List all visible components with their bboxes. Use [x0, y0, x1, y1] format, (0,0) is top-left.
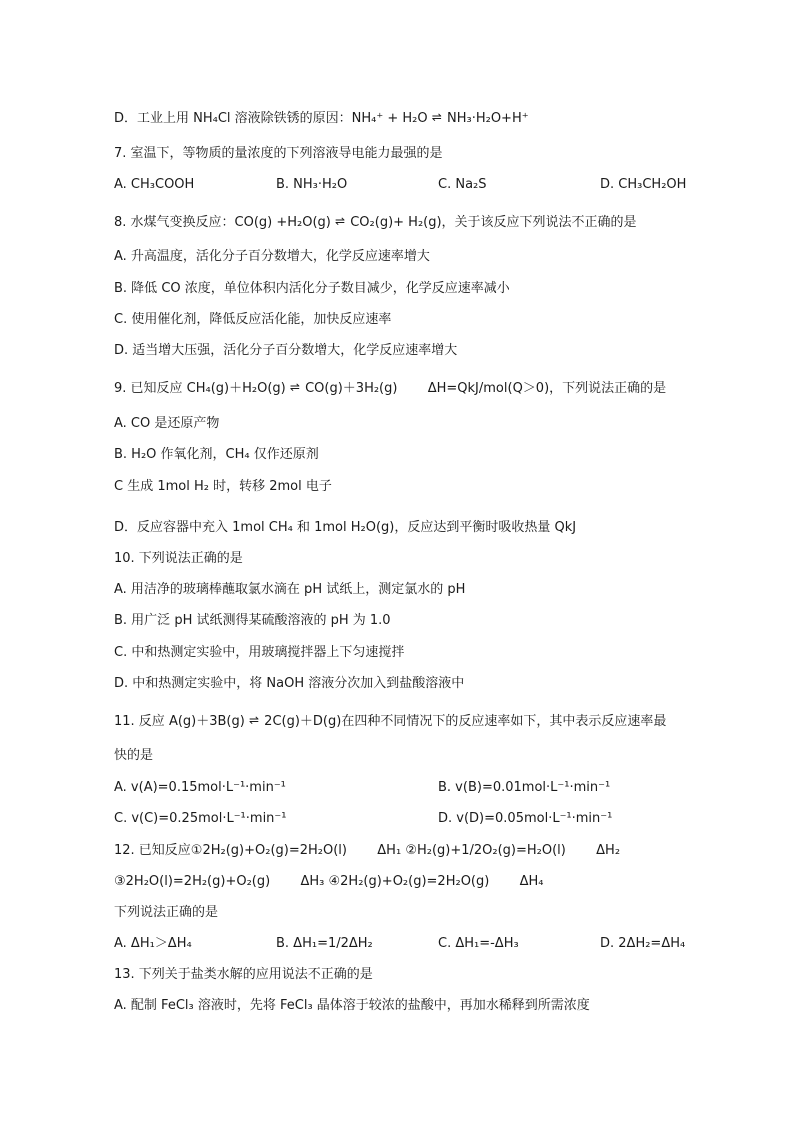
q8-option-a: A. 升高温度，活化分子百分数增大，化学反应速率增大	[114, 249, 430, 264]
q13-option-a: A. 配制 FeCl₃ 溶液时，先将 FeCl₃ 晶体溶于较浓的盐酸中，再加水稀释到所需浓度	[114, 998, 590, 1013]
q7-option-a: A. CH₃COOH	[114, 177, 195, 192]
q11-stem	[114, 711, 666, 731]
q9-option-c: C 生成 1mol H₂ 时，转移 2mol 电子	[114, 479, 332, 494]
q11-stem-continued: 快的是	[114, 748, 154, 763]
q12-reaction-3: ③2H₂O(l)=2H₂(g)+O₂(g)	[114, 874, 271, 889]
q11-option-b: B. v(B)=0.01mol·L⁻¹·min⁻¹	[438, 780, 611, 795]
q9-option-d: D．反应容器中充入 1mol CH₄ 和 1mol H₂O(g)，反应达到平衡时吸收热量 QkJ	[114, 520, 577, 535]
q12-option-a: A. ΔH₁＞ΔH₄	[114, 936, 192, 951]
q9-stem-b: CO(g)＋3H₂(g)	[305, 381, 398, 396]
q12-dh4: ΔH₄	[519, 874, 544, 889]
q12-dh1: ΔH₁	[377, 843, 402, 858]
q11-option-c: C. v(C)=0.25mol·L⁻¹·min⁻¹	[114, 811, 287, 826]
q7-option-b: B. NH₃·H₂O	[276, 177, 348, 192]
q7-stem: 7. 室温下，等物质的量浓度的下列溶液导电能力最强的是	[114, 146, 443, 161]
q11-stem-a: 11. 反应 A(g)＋3B(g)	[114, 714, 245, 729]
q8-stem-a: 8. 水煤气变换反应：CO(g) +H₂O(g)	[114, 215, 331, 230]
q12-option-c: C. ΔH₁=-ΔH₃	[438, 936, 519, 951]
reversible-arrow-icon: ⇌	[248, 713, 261, 727]
q12-option-b: B. ΔH₁=1/2ΔH₂	[276, 936, 373, 951]
q9-stem-a: 9. 已知反应 CH₄(g)＋H₂O(g)	[114, 381, 286, 396]
reversible-arrow-icon: ⇌	[289, 380, 301, 394]
q12-dh3: ΔH₃	[300, 874, 325, 889]
q7-option-c: C. Na₂S	[438, 177, 487, 192]
q8-option-c: C. 使用催化剂，降低反应活化能，加快反应速率	[114, 312, 392, 327]
q9-option-a: A. CO 是还原产物	[114, 416, 220, 431]
q10-option-b: B. 用广泛 pH 试纸测得某硫酸溶液的 pH 为 1.0	[114, 613, 391, 628]
q8-option-d: D. 适当增大压强，活化分子百分数增大，化学反应速率增大	[114, 343, 458, 358]
q12-option-d: D. 2ΔH₂=ΔH₄	[600, 936, 686, 951]
reversible-arrow-icon: ⇌	[431, 110, 443, 124]
q13-stem: 13. 下列关于盐类水解的应用说法不正确的是	[114, 967, 373, 982]
q6-option-d-text: D．工业上用 NH₄Cl 溶液除铁锈的原因：NH₄⁺ + H₂O	[114, 111, 428, 126]
q12-dh2: ΔH₂	[596, 843, 621, 858]
q11-stem-b: 2C(g)＋D(g)在四种不同情况下的反应速率如下，其中表示反应速率最	[264, 714, 667, 729]
q12-stem: 下列说法正确的是	[114, 905, 219, 920]
reversible-arrow-icon: ⇌	[335, 214, 347, 228]
q9-stem	[114, 378, 666, 398]
q12-reaction-4: ④2H₂(g)+O₂(g)=2H₂O(g)	[328, 874, 490, 889]
q10-option-c: C. 中和热测定实验中，用玻璃搅拌器上下匀速搅拌	[114, 645, 405, 660]
q9-option-b: B. H₂O 作氧化剂，CH₄ 仅作还原剂	[114, 447, 319, 462]
q11-option-a: A. v(A)=0.15mol·L⁻¹·min⁻¹	[114, 780, 286, 795]
q10-option-a: A. 用洁净的玻璃棒蘸取氯水滴在 pH 试纸上，测定氯水的 pH	[114, 582, 466, 597]
q12-reactions-line-2	[114, 873, 544, 891]
q12-reactions-line-1	[114, 842, 620, 860]
q10-option-d: D. 中和热测定实验中，将 NaOH 溶液分次加入到盐酸溶液中	[114, 676, 465, 691]
q12-reaction-2: ②H₂(g)+1/2O₂(g)=H₂O(l)	[405, 843, 566, 858]
q7-option-d: D. CH₃CH₂OH	[600, 177, 687, 192]
q10-stem: 10. 下列说法正确的是	[114, 551, 243, 566]
q11-option-d: D. v(D)=0.05mol·L⁻¹·min⁻¹	[438, 811, 613, 826]
q6-option-d	[114, 108, 529, 128]
q9-stem-c: ΔH=QkJ/mol(Q＞0)，下列说法正确的是	[427, 381, 667, 396]
q12-reaction-1: 12. 已知反应①2H₂(g)+O₂(g)=2H₂O(l)	[114, 843, 347, 858]
q6-option-d-tail: NH₃·H₂O+H⁺	[446, 111, 529, 126]
q8-stem	[114, 212, 637, 232]
q8-stem-b: CO₂(g)+ H₂(g)，关于该反应下列说法不正确的是	[350, 215, 637, 230]
q8-option-b: B. 降低 CO 浓度，单位体积内活化分子数目减少，化学反应速率减小	[114, 281, 510, 296]
